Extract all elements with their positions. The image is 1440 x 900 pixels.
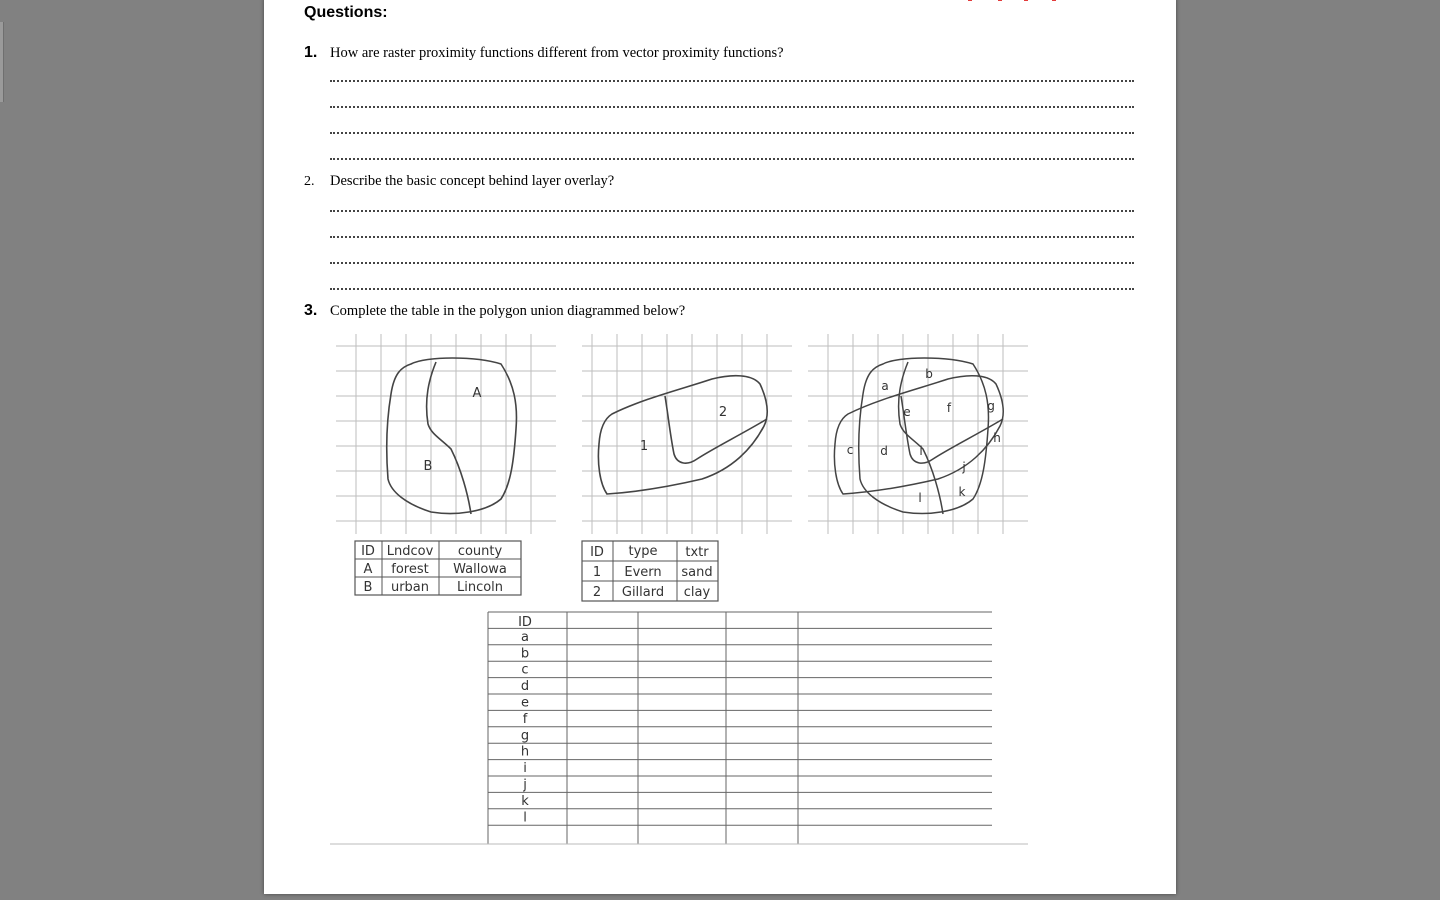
union-table-id-cell: h [520, 744, 530, 760]
union-table-id-cell: d [520, 679, 530, 695]
polygon-boundary [427, 362, 471, 514]
label-A: A [472, 386, 482, 401]
table-header: ID [361, 544, 375, 559]
union-table-id-cell: e [521, 695, 529, 711]
polygon-boundary [665, 396, 767, 463]
red-annotation-mark [1024, 0, 1028, 1]
label-1: 1 [639, 439, 649, 454]
table-cell: forest [391, 562, 429, 577]
union-table-id-cell: a [521, 629, 529, 645]
union-table-id-cell: c [521, 662, 529, 678]
union-label-d: d [880, 444, 888, 458]
table-cell: 2 [592, 585, 602, 600]
answer-line[interactable] [330, 158, 1134, 160]
question-2-text: Describe the basic concept behind layer overlay? [330, 173, 615, 189]
union-label-c: c [846, 443, 854, 457]
question-3-number: 3. [304, 302, 318, 319]
layer1-diagram [336, 334, 556, 534]
union-table-id-cell: j [523, 777, 527, 793]
union-table-id-cell: f [522, 711, 528, 727]
table-header: county [457, 544, 503, 559]
left-panel-edge [0, 22, 4, 102]
attribute-table-1 [354, 540, 524, 598]
label-B: B [423, 459, 433, 474]
table-cell: B [363, 580, 373, 595]
union-label-g: g [987, 399, 995, 413]
union-label-a: a [881, 379, 889, 393]
union-label-f: f [946, 401, 952, 415]
union-label-e: e [903, 405, 911, 419]
union-label-b: b [925, 367, 933, 381]
answer-line[interactable] [330, 262, 1134, 264]
document-page [264, 0, 1176, 894]
union-table-id-cell: l [523, 810, 527, 826]
question-3-text: Complete the table in the polygon union diagrammed below? [330, 303, 686, 319]
red-annotation-mark [1052, 0, 1056, 1]
answer-line[interactable] [330, 132, 1134, 134]
union-table-id-cell: g [520, 728, 530, 744]
layer2-diagram [582, 334, 792, 534]
label-2: 2 [718, 405, 728, 420]
union-table-id-header: ID [518, 615, 532, 630]
table-cell: 1 [592, 565, 602, 580]
question-1-number: 1. [304, 44, 318, 61]
table-cell: sand [681, 565, 713, 580]
page-title: Questions: [304, 4, 388, 21]
answer-line[interactable] [330, 236, 1134, 238]
grid-lines [336, 334, 556, 534]
grid-lines [582, 334, 792, 534]
question-2-number: 2. [304, 174, 315, 189]
union-table-id-cell: b [520, 646, 530, 662]
table-header: ID [590, 545, 604, 560]
table-cell: Gillard [621, 585, 665, 600]
table-cell: Wallowa [453, 562, 507, 577]
union-label-l: l [918, 491, 922, 505]
union-table-rows [488, 612, 992, 825]
answer-line[interactable] [330, 288, 1134, 290]
answer-line[interactable] [330, 80, 1134, 82]
union-table-id-cell: i [523, 761, 527, 777]
table-cell: Evern [624, 565, 662, 580]
red-annotation-mark [968, 0, 972, 1]
union-label-j: j [962, 460, 966, 474]
table-cell: Lincoln [456, 580, 504, 595]
table-cell: clay [683, 585, 711, 600]
union-label-i: i [919, 444, 923, 458]
union-table-id-cell: k [521, 793, 529, 809]
question-1-text: How are raster proximity functions different from vector proximity functions? [330, 45, 784, 61]
answer-line[interactable] [330, 106, 1134, 108]
answer-line[interactable] [330, 210, 1134, 212]
red-annotation-mark [998, 0, 1002, 1]
table-cell: A [363, 562, 373, 577]
table-header: Lndcov [386, 544, 434, 559]
table-header: txtr [685, 545, 709, 560]
table-header: type [628, 544, 658, 559]
union-diagram [808, 334, 1028, 534]
union-result-table[interactable] [324, 610, 1044, 854]
union-label-h: h [993, 431, 1001, 445]
table-cell: urban [390, 580, 430, 595]
union-label-k: k [958, 485, 966, 499]
attribute-table-2 [581, 540, 721, 604]
